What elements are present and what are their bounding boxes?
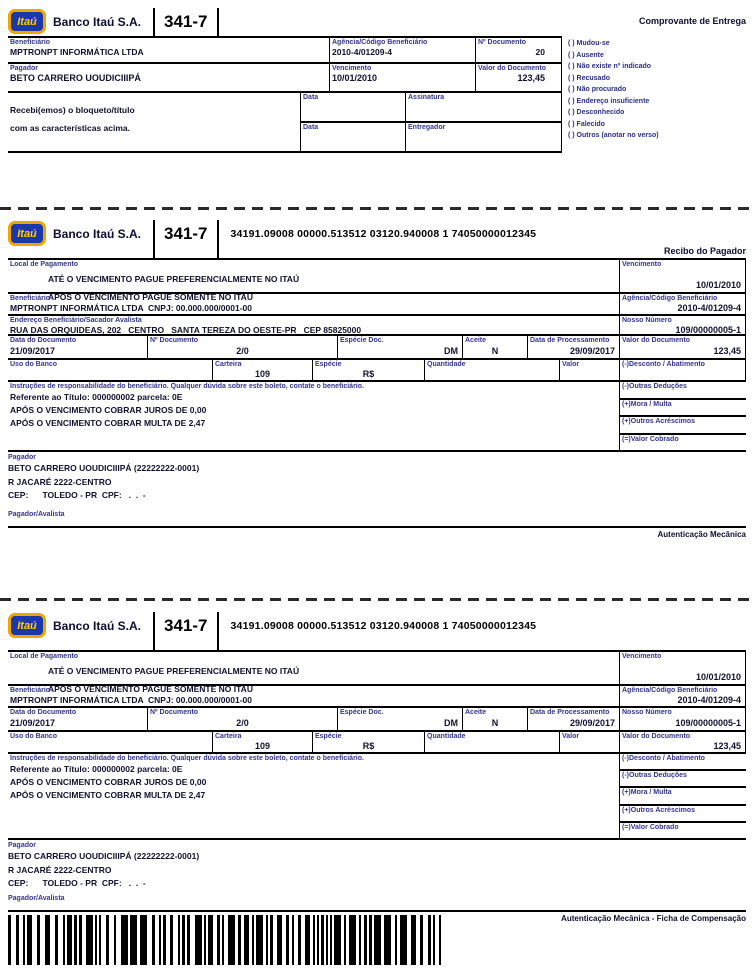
carteira-cell <box>213 360 313 380</box>
signature-grid <box>301 93 562 151</box>
section-title: Recibo do Pagador <box>663 246 746 256</box>
compensation-slip-section <box>8 612 746 923</box>
instrucoes-line2: APÓS O VENCIMENTO COBRAR JUROS DE 0,00 <box>10 405 207 415</box>
agencia-cell <box>620 294 746 314</box>
agencia-cell <box>620 686 746 706</box>
numero-documento-label: Nº Documento <box>150 709 199 716</box>
delivery-reason-option: ( ) Mudou-se <box>568 40 610 47</box>
pagador-cell <box>8 64 330 91</box>
nosso-numero-cell <box>620 316 746 334</box>
aceite-cell <box>463 708 528 730</box>
carteira-value: 109 <box>254 369 271 379</box>
instrucoes-cell <box>8 382 620 450</box>
receipt-statement-line2: com as características acima. <box>10 123 131 133</box>
delivery-reason-option: ( ) Recusado <box>568 74 611 82</box>
aceite-value: N <box>491 346 499 356</box>
data-cell <box>301 123 406 151</box>
pagador-line3: CEP: TOLEDO - PR CPF: . . - <box>8 490 146 500</box>
delivery-reason-option: ( ) Outros (anotar no verso) <box>568 132 659 139</box>
delivery-reason-list <box>568 38 746 142</box>
numero-documento-cell <box>148 336 338 358</box>
bank-code: 341-7 <box>153 8 218 36</box>
itau-logo-text: Itaú <box>17 227 37 240</box>
mora-multa-cell <box>620 788 746 805</box>
uso-banco-label: Uso do Banco <box>10 733 58 740</box>
outros-acrescimos-label: (+)Outros Acréscimos <box>622 418 696 425</box>
pagador-avalista-label: Pagador/Avalista <box>8 511 65 518</box>
valores-stack <box>620 754 746 838</box>
aceite-cell <box>463 336 528 358</box>
nosso-numero-value: 109/00000005-1 <box>675 325 741 335</box>
valor-cobrado-label: (=)Valor Cobrado <box>622 435 679 443</box>
numero-documento-cell <box>148 708 338 730</box>
outras-deducoes-label: (-)Outras Deduções <box>622 772 687 780</box>
itau-logo-text: Itaú <box>17 15 37 28</box>
table-row <box>8 294 746 316</box>
outras-deducoes-cell <box>620 382 746 400</box>
beneficiario-cell <box>8 38 330 62</box>
data-documento-label: Data do Documento <box>10 709 77 716</box>
vencimento-value: 10/01/2010 <box>695 672 741 682</box>
table-row <box>8 93 562 153</box>
table-row <box>301 93 562 123</box>
data-processamento-label: Data de Processamento <box>530 337 610 344</box>
data-processamento-value: 29/09/2017 <box>569 718 615 728</box>
beneficiario-value: MPTRONPT INFORMÁTICA LTDA <box>10 47 144 57</box>
pagador-label: Pagador <box>8 454 37 461</box>
instrucoes-line3: APÓS O VENCIMENTO COBRAR MULTA DE 2,47 <box>10 418 206 428</box>
valor-documento-value: 123,45 <box>713 346 741 356</box>
agencia-value: 2010-4/01209-4 <box>677 303 741 313</box>
vencimento-label: Vencimento <box>622 653 662 660</box>
itau-logo-icon <box>8 613 46 638</box>
especie-doc-label: Espécie Doc. <box>340 337 384 344</box>
data-documento-cell <box>8 708 148 730</box>
uso-banco-label: Uso do Banco <box>10 361 58 368</box>
desconto-cell <box>620 754 746 771</box>
assinatura-cell <box>406 93 562 121</box>
pagador-avalista-row <box>8 894 746 912</box>
section-header <box>8 220 746 258</box>
valor-label: Valor <box>562 361 580 368</box>
valor-cobrado-cell <box>620 435 746 451</box>
table-row <box>8 708 746 732</box>
local-pagamento-label: Local de Pagamento <box>10 653 79 660</box>
beneficiario-cell <box>8 294 620 314</box>
pagador-line3: CEP: TOLEDO - PR CPF: . . - <box>8 878 146 888</box>
valor-label: Valor <box>562 733 580 740</box>
vencimento-label: Vencimento <box>332 65 372 72</box>
endereco-beneficiario-cell <box>8 316 620 334</box>
valor-documento-label: Valor do Documento <box>478 65 547 72</box>
beneficiario-value: MPTRONPT INFORMÁTICA LTDA CNPJ: 00.000.000/0001-00 <box>10 303 252 313</box>
section-header <box>8 612 746 650</box>
nosso-numero-label: Nosso Número <box>622 317 672 324</box>
pagador-label: Pagador <box>8 842 37 849</box>
pagador-line1: BETO CARRERO UOUDICIIIPÁ (22222222-0001) <box>8 851 200 861</box>
autenticacao-mecanica: Autenticação Mecânica <box>657 530 746 539</box>
delivery-reason-option: ( ) Endereço insuficiente <box>568 97 650 105</box>
instrucoes-line3: APÓS O VENCIMENTO COBRAR MULTA DE 2,47 <box>10 790 206 800</box>
outras-deducoes-cell <box>620 771 746 788</box>
delivery-reason-option: ( ) Não existe nº indicado <box>568 63 652 70</box>
valor-cell <box>560 732 620 752</box>
pagador-block <box>8 840 746 894</box>
table-row <box>8 754 746 840</box>
valor-documento-cell <box>620 732 746 752</box>
local-pagamento-line1: ATÉ O VENCIMENTO PAGUE PREFERENCIALMENTE NO ITAÚ <box>48 274 300 284</box>
autenticacao-mecanica-ficha: Autenticação Mecânica - Ficha de Compensação <box>561 913 746 923</box>
numero-documento-cell <box>476 38 562 62</box>
beneficiario-cell <box>8 686 620 706</box>
bank-code: 341-7 <box>153 612 218 650</box>
bank-name: Banco Itaú S.A. <box>53 619 142 633</box>
local-pagamento-line2: APÓS O VENCIMENTO PAGUE SOMENTE NO ITAÚ <box>48 292 253 302</box>
especie-label: Espécie <box>315 733 342 740</box>
table-row <box>8 686 746 708</box>
valores-stack <box>620 382 746 450</box>
especie-doc-value: DM <box>444 718 458 728</box>
valor-documento-label: Valor do Documento <box>622 733 691 740</box>
carteira-value: 109 <box>254 741 271 751</box>
data-documento-label: Data do Documento <box>10 337 77 344</box>
vencimento-label: Vencimento <box>622 261 662 268</box>
bank-code: 341-7 <box>153 220 218 258</box>
quantidade-label: Quantidade <box>427 361 466 368</box>
delivery-reason-option: ( ) Desconhecido <box>568 109 625 116</box>
local-pagamento-line2: APÓS O VENCIMENTO PAGUE SOMENTE NO ITAÚ <box>48 684 253 694</box>
pagador-avalista-row <box>8 510 746 528</box>
numero-documento-label: Nº Documento <box>150 337 199 344</box>
quantidade-cell <box>425 360 560 380</box>
table-row <box>301 123 562 151</box>
data-cell <box>301 93 406 121</box>
table-row <box>8 38 562 64</box>
desconto-label: (-)Desconto / Abatimento <box>622 755 705 762</box>
entregador-cell <box>406 123 562 151</box>
especie-value: R$ <box>362 369 375 379</box>
section-title: Comprovante de Entrega <box>638 16 746 26</box>
vencimento-cell <box>330 64 476 91</box>
beneficiario-value: MPTRONPT INFORMÁTICA LTDA CNPJ: 00.000.000/0001-00 <box>10 695 252 705</box>
especie-doc-cell <box>338 708 463 730</box>
numero-documento-value: 2/0 <box>236 718 249 728</box>
nosso-numero-value: 109/00000005-1 <box>675 718 741 728</box>
aceite-value: N <box>491 718 499 728</box>
instrucoes-label: Instruções de responsabilidade do beneficiário. Qualquer dúvida sobre este boleto, contate o beneficiário. <box>10 383 364 390</box>
valor-cell <box>560 360 620 380</box>
numero-documento-value: 20 <box>535 47 545 57</box>
agencia-cell <box>330 38 476 62</box>
delivery-reason-option: ( ) Não procurado <box>568 86 627 93</box>
uso-banco-cell <box>8 732 213 752</box>
table-row <box>8 336 746 360</box>
especie-value: R$ <box>362 741 375 751</box>
data-processamento-cell <box>528 708 620 730</box>
instrucoes-line1: Referente ao Título: 000000002 parcela: 0E <box>10 392 183 402</box>
bank-name: Banco Itaú S.A. <box>53 15 142 29</box>
section-header <box>8 8 746 36</box>
instrucoes-line1: Referente ao Título: 000000002 parcela: 0E <box>10 764 183 774</box>
valor-cobrado-label: (=)Valor Cobrado <box>622 823 679 831</box>
data-documento-cell <box>8 336 148 358</box>
outras-deducoes-label: (-)Outras Deduções <box>622 383 687 390</box>
digitable-line: 34191.09008 00000.513512 03120.940008 1 74050000012345 <box>230 228 537 240</box>
data-processamento-value: 29/09/2017 <box>569 346 615 356</box>
mora-multa-label: (+)Mora / Multa <box>622 400 672 408</box>
assinatura-label: Assinatura <box>408 94 445 101</box>
agencia-value: 2010-4/01209-4 <box>677 695 741 705</box>
numero-documento-label: Nº Documento <box>478 39 527 46</box>
nosso-numero-label: Nosso Número <box>622 709 672 716</box>
table-row <box>8 732 746 754</box>
vencimento-value: 10/01/2010 <box>332 73 378 83</box>
boleto-table <box>8 258 746 452</box>
local-pagamento-line1: ATÉ O VENCIMENTO PAGUE PREFERENCIALMENTE NO ITAÚ <box>48 666 300 676</box>
delivery-receipt-section <box>8 8 746 153</box>
mora-multa-cell <box>620 400 746 418</box>
digitable-line: 34191.09008 00000.513512 03120.940008 1 74050000012345 <box>230 620 537 632</box>
endereco-beneficiario-value: RUA DAS ORQUIDEAS, 202 CENTRO SANTA TEREZA DO OESTE-PR CEP 85825000 <box>10 325 362 335</box>
agencia-label: Agência/Código Beneficiário <box>332 39 428 46</box>
endereco-beneficiario-label: Endereço Beneficiário/Sacador Avalista <box>10 317 142 324</box>
pagador-label: Pagador <box>10 65 39 72</box>
desconto-cell <box>620 360 746 380</box>
valor-documento-value: 123,45 <box>713 741 741 751</box>
bank-name: Banco Itaú S.A. <box>53 227 142 241</box>
data-label: Data <box>303 94 319 101</box>
especie-doc-cell <box>338 336 463 358</box>
boleto-table <box>8 650 746 840</box>
receipt-statement-line1: Recebi(emos) o bloqueto/título <box>10 105 135 115</box>
data-processamento-cell <box>528 336 620 358</box>
entregador-label: Entregador <box>408 124 446 131</box>
vencimento-cell <box>620 652 746 684</box>
uso-banco-cell <box>8 360 213 380</box>
mora-multa-label: (+)Mora / Multa <box>622 789 672 797</box>
beneficiario-label: Beneficiário <box>10 687 51 694</box>
carteira-label: Carteira <box>215 361 242 368</box>
agencia-label: Agência/Código Beneficiário <box>622 295 718 302</box>
especie-cell <box>313 732 425 752</box>
table-row <box>8 316 746 336</box>
especie-doc-label: Espécie Doc. <box>340 709 384 716</box>
desconto-label: (-)Desconto / Abatimento <box>622 361 705 368</box>
nosso-numero-cell <box>620 708 746 730</box>
beneficiario-label: Beneficiário <box>10 295 51 302</box>
carteira-cell <box>213 732 313 752</box>
outros-acrescimos-cell <box>620 806 746 823</box>
itau-logo-icon <box>8 9 46 34</box>
delivery-reason-option: ( ) Falecido <box>568 120 605 128</box>
vencimento-value: 10/01/2010 <box>695 280 741 290</box>
data-documento-value: 21/09/2017 <box>10 346 56 356</box>
valor-cobrado-cell <box>620 823 746 838</box>
data-label: Data <box>303 124 319 131</box>
data-documento-value: 21/09/2017 <box>10 718 56 728</box>
carteira-label: Carteira <box>215 733 242 740</box>
instrucoes-label: Instruções de responsabilidade do beneficiário. Qualquer dúvida sobre este boleto, contate o beneficiário. <box>10 755 364 762</box>
local-pagamento-label: Local de Pagamento <box>10 261 79 268</box>
instrucoes-cell <box>8 754 620 838</box>
cut-line <box>0 207 754 210</box>
outros-acrescimos-label: (+)Outros Acréscimos <box>622 806 696 814</box>
outros-acrescimos-cell <box>620 417 746 435</box>
quantidade-label: Quantidade <box>427 733 466 740</box>
agencia-label: Agência/Código Beneficiário <box>622 687 718 694</box>
agencia-value: 2010-4/01209-4 <box>332 47 393 57</box>
pagador-line2: R JACARÉ 2222-CENTRO <box>8 476 112 487</box>
delivery-reason-option: ( ) Ausente <box>568 51 604 59</box>
especie-cell <box>313 360 425 380</box>
valor-documento-cell <box>476 64 562 91</box>
delivery-table <box>8 36 562 153</box>
valor-documento-label: Valor do Documento <box>622 337 691 344</box>
valor-documento-cell <box>620 336 746 358</box>
aceite-label: Aceite <box>465 337 487 344</box>
data-processamento-label: Data de Processamento <box>530 709 610 716</box>
aceite-label: Aceite <box>465 709 487 716</box>
pagador-value: BETO CARRERO UOUDICIIIPÁ <box>10 73 141 83</box>
especie-doc-value: DM <box>444 346 458 356</box>
pagador-block <box>8 452 746 510</box>
pagador-line1: BETO CARRERO UOUDICIIIPÁ (22222222-0001) <box>8 463 200 473</box>
pagador-avalista-label: Pagador/Avalista <box>8 894 65 902</box>
vencimento-cell <box>620 260 746 292</box>
valor-documento-value: 123,45 <box>517 73 545 83</box>
beneficiario-label: Beneficiário <box>10 39 51 46</box>
pagador-line2: R JACARÉ 2222-CENTRO <box>8 864 112 875</box>
payer-receipt-section <box>8 220 746 539</box>
table-row <box>8 360 746 382</box>
itau-logo-icon <box>8 221 46 246</box>
cut-line <box>0 598 754 601</box>
table-row <box>8 64 562 93</box>
numero-documento-value: 2/0 <box>236 346 249 356</box>
receipt-statement <box>8 93 301 151</box>
instrucoes-line2: APÓS O VENCIMENTO COBRAR JUROS DE 0,00 <box>10 777 207 787</box>
table-row <box>8 382 746 452</box>
especie-label: Espécie <box>315 361 342 368</box>
itau-logo-text: Itaú <box>17 619 37 632</box>
quantidade-cell <box>425 732 560 752</box>
barcode <box>8 915 444 965</box>
